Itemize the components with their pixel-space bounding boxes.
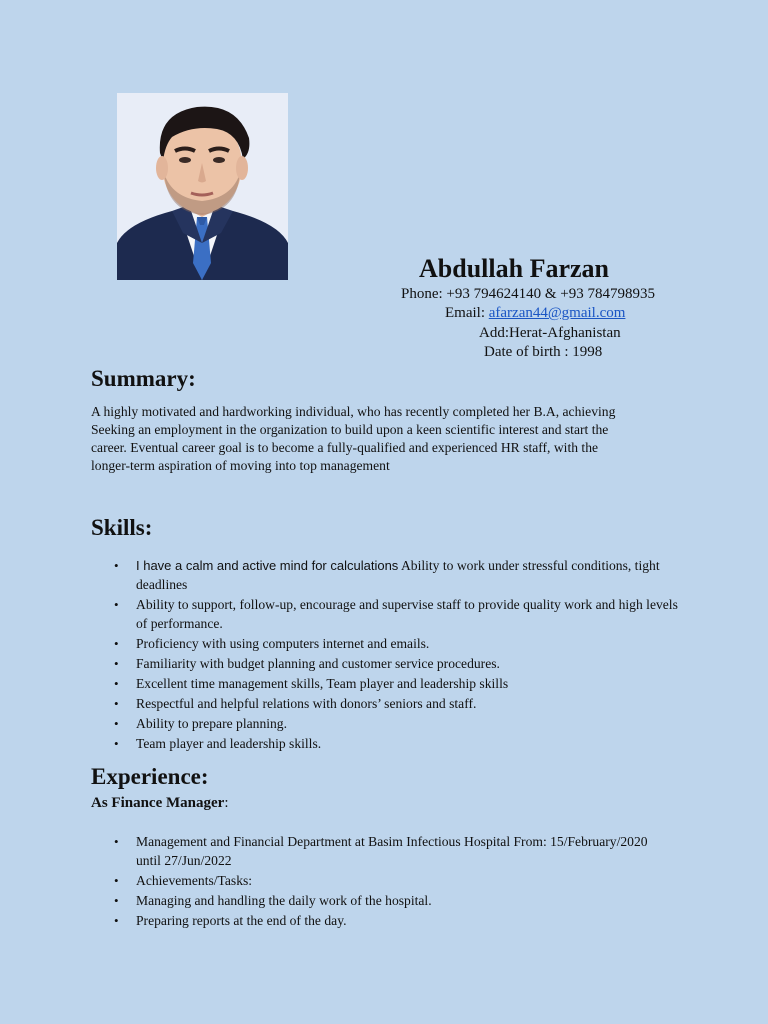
profile-photo: [117, 93, 288, 280]
list-item: • Team player and leadership skills.: [112, 734, 712, 753]
skill-text: Ability to support, follow-up, encourage and supervise staff to provide quality work and high levels: [136, 597, 678, 612]
experience-list: [112, 832, 712, 931]
summary-line: career. Eventual career goal is to become a fully-qualified and experienced HR staff, with the: [91, 440, 599, 455]
list-item: • Preparing reports at the end of the day.: [112, 911, 712, 930]
summary-line: longer-term aspiration of moving into top management: [91, 458, 390, 473]
experience-text: Management and Financial Department at Basim Infectious Hospital From: 15/February/2020: [136, 834, 648, 849]
experience-text-continued: until 27/Jun/2022: [136, 853, 232, 868]
list-item: • Excellent time management skills, Team player and leadership skills: [112, 674, 712, 693]
job-role-suffix: :: [224, 795, 229, 811]
skill-text-continued: deadlines: [136, 577, 188, 592]
list-item: • Managing and handling the daily work of the hospital.: [112, 891, 712, 910]
skill-text: Ability to work under stressful conditions, tight: [398, 558, 660, 573]
skill-text-sans: I have a calm and active mind for calculations: [136, 558, 399, 573]
job-role: [91, 795, 229, 812]
email-link[interactable]: afarzan44@gmail.com: [488, 305, 626, 321]
phone-numbers: Phone: +93 794624140 & +93 784798935: [401, 286, 656, 302]
list-item: • Proficiency with using computers internet and emails.: [112, 634, 712, 653]
list-item: • Familiarity with budget planning and customer service procedures.: [112, 654, 712, 673]
job-role-title: As Finance Manager: [91, 795, 225, 811]
email-line: [445, 305, 625, 322]
skill-text-continued: of performance.: [136, 616, 223, 631]
summary-heading: Summary:: [91, 366, 196, 391]
list-item: • Achievements/Tasks:: [112, 871, 712, 890]
skills-list: [112, 556, 712, 754]
list-item: • Ability to prepare planning.: [112, 714, 712, 733]
summary-line: A highly motivated and hardworking individual, who has recently completed her B.A, achieving: [91, 404, 616, 419]
list-item: • Respectful and helpful relations with donors’ seniors and staff.: [112, 694, 712, 713]
person-portrait-icon: [117, 93, 288, 280]
candidate-name: Abdullah Farzan: [419, 254, 609, 283]
summary-paragraph: [91, 403, 691, 475]
date-of-birth: Date of birth : 1998: [484, 344, 603, 360]
list-item: [112, 595, 712, 633]
address: Add:Herat-Afghanistan: [479, 325, 621, 341]
summary-line: Seeking an employment in the organization to build upon a keen scientific interest and start the: [91, 422, 609, 437]
list-item: [112, 556, 712, 594]
skills-heading: Skills:: [91, 515, 153, 540]
list-item: [112, 832, 712, 870]
email-label: Email:: [445, 305, 489, 321]
experience-heading: Experience:: [91, 764, 209, 789]
